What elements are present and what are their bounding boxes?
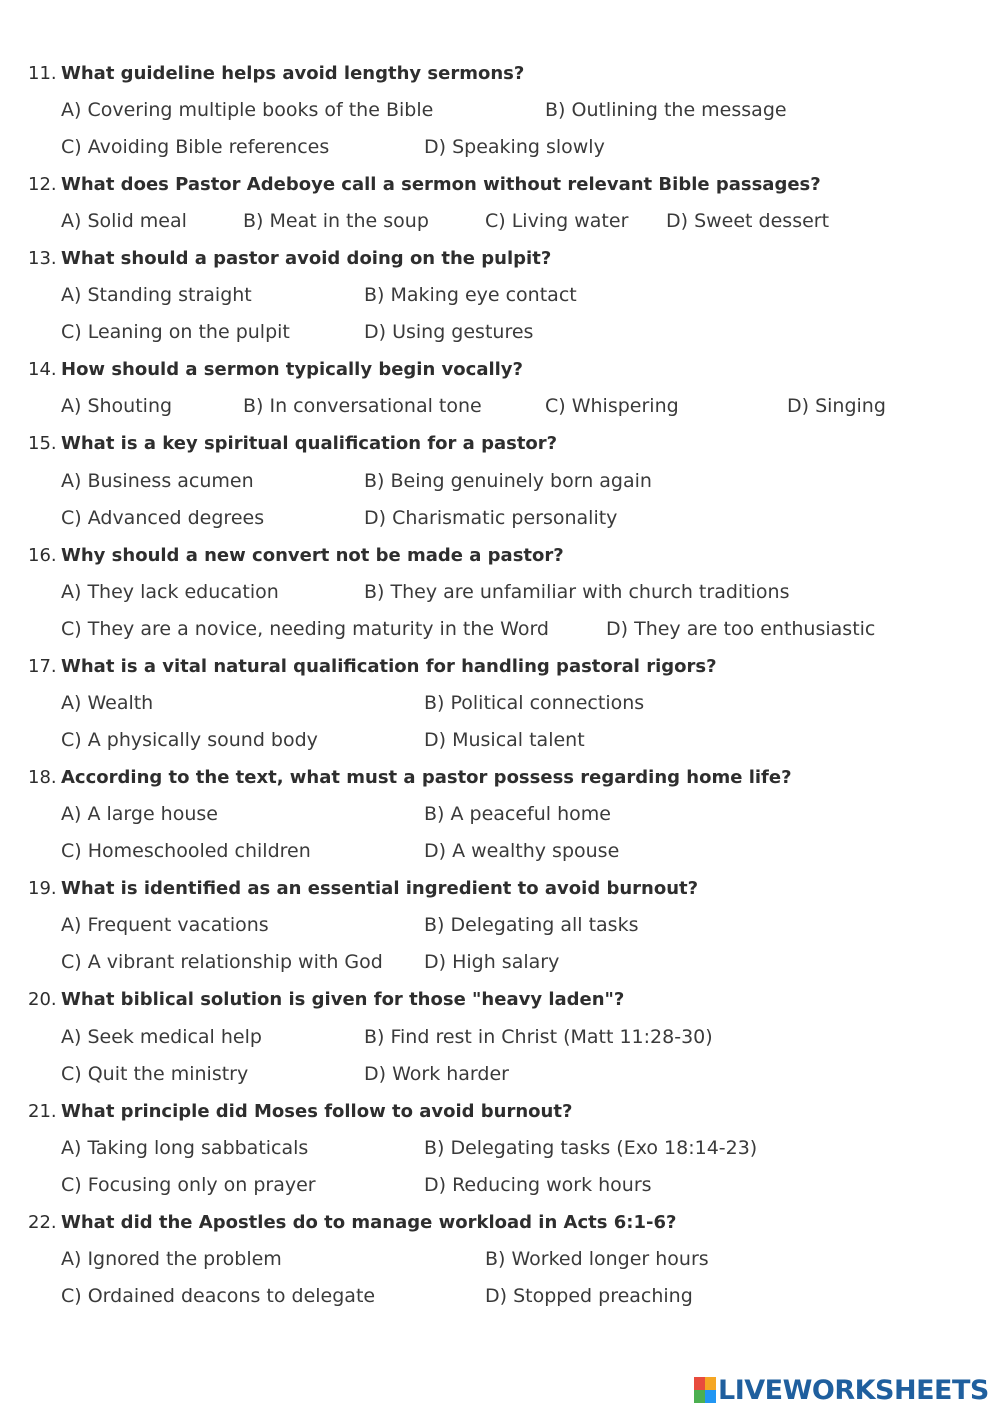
option-d[interactable]: D) High salary (424, 951, 560, 973)
question-text: What principle did Moses follow to avoid burnout? (61, 1101, 573, 1122)
option-c[interactable]: C) Living water (485, 210, 629, 232)
question-19 (28, 878, 698, 899)
option-b[interactable]: B) They are unfamiliar with church traditions (364, 581, 790, 603)
option-d[interactable]: D) Work harder (364, 1063, 509, 1085)
question-text: What did the Apostles do to manage workload in Acts 6:1-6? (61, 1212, 677, 1233)
question-number: 19. (28, 878, 57, 899)
option-a[interactable]: A) Ignored the problem (61, 1248, 282, 1270)
option-b[interactable]: B) A peaceful home (424, 803, 611, 825)
option-c[interactable]: C) Homeschooled children (61, 840, 311, 862)
logo-square-red (694, 1377, 705, 1390)
option-d[interactable]: D) Stopped preaching (485, 1285, 693, 1307)
question-number: 14. (28, 359, 57, 380)
question-text: What biblical solution is given for those "heavy laden"? (61, 989, 625, 1010)
option-d[interactable]: D) Speaking slowly (424, 136, 605, 158)
question-number: 22. (28, 1212, 57, 1233)
option-b[interactable]: B) In conversational tone (243, 395, 482, 417)
question-text: What should a pastor avoid doing on the pulpit? (61, 248, 552, 269)
option-b[interactable]: B) Find rest in Christ (Matt 11:28-30) (364, 1026, 713, 1048)
liveworksheets-logo[interactable] (694, 1374, 989, 1406)
option-a[interactable]: A) Solid meal (61, 210, 187, 232)
option-d[interactable]: D) Using gestures (364, 321, 534, 343)
liveworksheets-logo-icon (694, 1377, 716, 1403)
question-11 (28, 63, 524, 84)
option-b[interactable]: B) Outlining the message (545, 99, 787, 121)
option-d[interactable]: D) Musical talent (424, 729, 585, 751)
option-c[interactable]: C) Ordained deacons to delegate (61, 1285, 376, 1307)
question-text: What guideline helps avoid lengthy sermons? (61, 63, 525, 84)
option-b[interactable]: B) Making eye contact (364, 284, 577, 306)
option-c[interactable]: C) Leaning on the pulpit (61, 321, 290, 343)
option-a[interactable]: A) Business acumen (61, 470, 254, 492)
question-17 (28, 656, 717, 677)
option-b[interactable]: B) Worked longer hours (485, 1248, 709, 1270)
question-number: 13. (28, 248, 57, 269)
option-a[interactable]: A) Shouting (61, 395, 173, 417)
question-number: 18. (28, 767, 57, 788)
option-a[interactable]: A) Standing straight (61, 284, 252, 306)
option-c[interactable]: C) They are a novice, needing maturity in the Word (61, 618, 549, 640)
question-14 (28, 359, 523, 380)
question-text: Why should a new convert not be made a pastor? (61, 545, 564, 566)
option-d[interactable]: D) A wealthy spouse (424, 840, 620, 862)
option-d[interactable]: D) Reducing work hours (424, 1174, 652, 1196)
option-c[interactable]: C) Advanced degrees (61, 507, 265, 529)
option-a[interactable]: A) Taking long sabbaticals (61, 1137, 309, 1159)
option-b[interactable]: B) Meat in the soup (243, 210, 429, 232)
option-b[interactable]: B) Delegating all tasks (424, 914, 639, 936)
option-a[interactable]: A) Covering multiple books of the Bible (61, 99, 434, 121)
question-number: 17. (28, 656, 57, 677)
option-c[interactable]: C) Quit the ministry (61, 1063, 249, 1085)
question-text: What does Pastor Adeboye call a sermon without relevant Bible passages? (61, 174, 821, 195)
logo-square-orange (705, 1377, 716, 1390)
question-text: According to the text, what must a pastor possess regarding home life? (61, 767, 792, 788)
option-a[interactable]: A) They lack education (61, 581, 279, 603)
logo-text: LIVEWORKSHEETS (718, 1374, 989, 1406)
question-number: 21. (28, 1101, 57, 1122)
option-a[interactable]: A) Frequent vacations (61, 914, 269, 936)
question-text: What is a vital natural qualification for handling pastoral rigors? (61, 656, 717, 677)
question-number: 15. (28, 433, 57, 454)
option-b[interactable]: B) Being genuinely born again (364, 470, 652, 492)
option-a[interactable]: A) Seek medical help (61, 1026, 262, 1048)
option-c[interactable]: C) A vibrant relationship with God (61, 951, 383, 973)
option-d[interactable]: D) They are too enthusiastic (606, 618, 876, 640)
option-b[interactable]: B) Political connections (424, 692, 645, 714)
question-number: 20. (28, 989, 57, 1010)
question-22 (28, 1212, 676, 1233)
question-12 (28, 174, 821, 195)
question-number: 16. (28, 545, 57, 566)
logo-square-blue (705, 1390, 716, 1403)
option-d[interactable]: D) Sweet dessert (666, 210, 830, 232)
option-b[interactable]: B) Delegating tasks (Exo 18:14-23) (424, 1137, 758, 1159)
question-text: What is a key spiritual qualification for a pastor? (61, 433, 558, 454)
question-21 (28, 1101, 572, 1122)
question-text: What is identified as an essential ingredient to avoid burnout? (61, 878, 699, 899)
question-18 (28, 767, 792, 788)
option-a[interactable]: A) Wealth (61, 692, 154, 714)
option-c[interactable]: C) Focusing only on prayer (61, 1174, 316, 1196)
logo-square-green (694, 1390, 705, 1403)
option-d[interactable]: D) Singing (787, 395, 886, 417)
question-13 (28, 248, 551, 269)
question-text: How should a sermon typically begin vocally? (61, 359, 523, 380)
question-number: 11. (28, 63, 57, 84)
option-d[interactable]: D) Charismatic personality (364, 507, 618, 529)
question-number: 12. (28, 174, 57, 195)
question-15 (28, 433, 557, 454)
question-16 (28, 545, 564, 566)
option-c[interactable]: C) Avoiding Bible references (61, 136, 330, 158)
question-20 (28, 989, 624, 1010)
option-a[interactable]: A) A large house (61, 803, 218, 825)
option-c[interactable]: C) Whispering (545, 395, 679, 417)
option-c[interactable]: C) A physically sound body (61, 729, 318, 751)
